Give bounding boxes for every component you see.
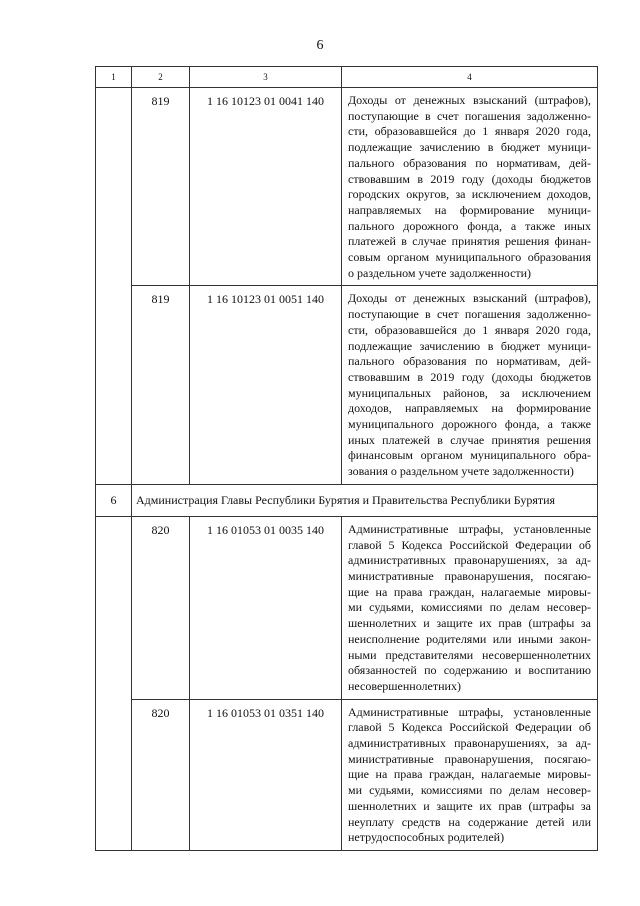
- table-row: [96, 286, 598, 484]
- description-line: городских округов, за исключением доходов,: [348, 187, 591, 202]
- description-line: совым органом муниципального образования: [348, 250, 591, 265]
- description-line: иных платежей в случае принятия решения: [348, 432, 591, 447]
- description-line: Административные штрафы, установленные: [348, 704, 591, 719]
- section-number: 6: [96, 484, 132, 516]
- description-line: шеннолетних и защите их прав (штрафы за: [348, 616, 591, 631]
- column-header: 2: [132, 67, 190, 88]
- description-line: пального дорожного фонда, а также иных: [348, 218, 591, 233]
- description-cell: [342, 88, 598, 286]
- description-line: неисполнение родителями или иными закон-: [348, 631, 591, 646]
- admin-code-cell: 820: [132, 516, 190, 699]
- budget-code-cell: 1 16 01053 01 0035 140: [190, 516, 342, 699]
- description-line: ными представителями несовершеннолетних: [348, 647, 591, 662]
- page-number: 6: [316, 38, 324, 53]
- description-cell: [342, 699, 598, 850]
- description-line: сти, образовавшейся до 1 января 2020 года,: [348, 322, 591, 337]
- description-cell: [342, 516, 598, 699]
- section-row: [96, 484, 598, 516]
- table-header-row: [96, 67, 598, 88]
- description-line: ми судьями, комиссиями по делам несовер-: [348, 783, 591, 798]
- description-line: сти, образовавшейся до 1 января 2020 года,: [348, 124, 591, 139]
- description-line: ствовавшим в 2019 году (доходы бюджетов: [348, 171, 591, 186]
- description-line: неуплату средств на содержание детей или: [348, 814, 591, 829]
- description-cell: [342, 286, 598, 484]
- description-line: направляемых на формирование муници-: [348, 202, 591, 217]
- revenue-codes-table: [95, 66, 598, 851]
- section-title: Администрация Главы Республики Бурятия и Правительства Республики Бурятия: [132, 484, 598, 516]
- column-header: 3: [190, 67, 342, 88]
- description-line: зования о раздельном учете задолженности): [348, 464, 574, 479]
- description-line: финансовым органом муниципального обра-: [348, 448, 591, 463]
- description-line: ми судьями, комиссиями по делам несовер-: [348, 600, 591, 615]
- description-line: поступающие в счет погашения задолженно-: [348, 108, 591, 123]
- description-line: подлежащие зачислению в бюджет муници-: [348, 338, 591, 353]
- description-line: пального образования по нормативам, дей-: [348, 354, 591, 369]
- table-row: [96, 88, 598, 286]
- empty-number-cell: [96, 516, 132, 850]
- admin-code-cell: 820: [132, 699, 190, 850]
- description-line: обязанностей по содержанию и воспитанию: [348, 663, 591, 678]
- description-line: главой 5 Кодекса Российской Федерации об: [348, 537, 591, 552]
- budget-code-cell: 1 16 10123 01 0051 140: [190, 286, 342, 484]
- table-row: [96, 699, 598, 850]
- admin-code-cell: 819: [132, 286, 190, 484]
- empty-number-cell: [96, 88, 132, 485]
- description-line: муниципального дорожного фонда, а также: [348, 417, 591, 432]
- description-line: главой 5 Кодекса Российской Федерации об: [348, 720, 591, 735]
- description-line: платежей в случае принятия решения финан-: [348, 234, 591, 249]
- description-line: ствовавшим в 2019 году (доходы бюджетов: [348, 369, 591, 384]
- description-line: пального образования по нормативам, дей-: [348, 155, 591, 170]
- column-header: 1: [96, 67, 132, 88]
- description-line: Доходы от денежных взысканий (штрафов),: [348, 291, 591, 306]
- description-line: министративные правонарушения, посягаю-: [348, 568, 591, 583]
- description-line: нетрудоспособных родителей): [348, 830, 505, 845]
- budget-code-cell: 1 16 01053 01 0351 140: [190, 699, 342, 850]
- description-line: министративные правонарушения, посягаю-: [348, 751, 591, 766]
- description-line: доходов, направляемых на формирование: [348, 401, 591, 416]
- description-line: поступающие в счет погашения задолженно-: [348, 307, 591, 322]
- description-line: административных правонарушениях, за ад-: [348, 736, 591, 751]
- description-line: Административные штрафы, установленные: [348, 521, 591, 536]
- description-line: Доходы от денежных взысканий (штрафов),: [348, 93, 591, 107]
- column-header: 4: [342, 67, 598, 88]
- description-line: щие на права граждан, налагаемые мировы-: [348, 584, 591, 599]
- budget-code-cell: 1 16 10123 01 0041 140: [190, 88, 342, 286]
- description-line: шеннолетних и защите их прав (штрафы за: [348, 798, 591, 813]
- description-line: административных правонарушениях, за ад-: [348, 553, 591, 568]
- admin-code-cell: 819: [132, 88, 190, 286]
- description-line: муниципальных районов, за исключением: [348, 385, 591, 400]
- description-line: о раздельном учете задолженности): [348, 265, 532, 280]
- description-line: подлежащие зачислению в бюджет муници-: [348, 140, 591, 155]
- table-row: [96, 516, 598, 699]
- description-line: щие на права граждан, налагаемые мировы-: [348, 767, 591, 782]
- description-line: несовершеннолетних): [348, 678, 461, 693]
